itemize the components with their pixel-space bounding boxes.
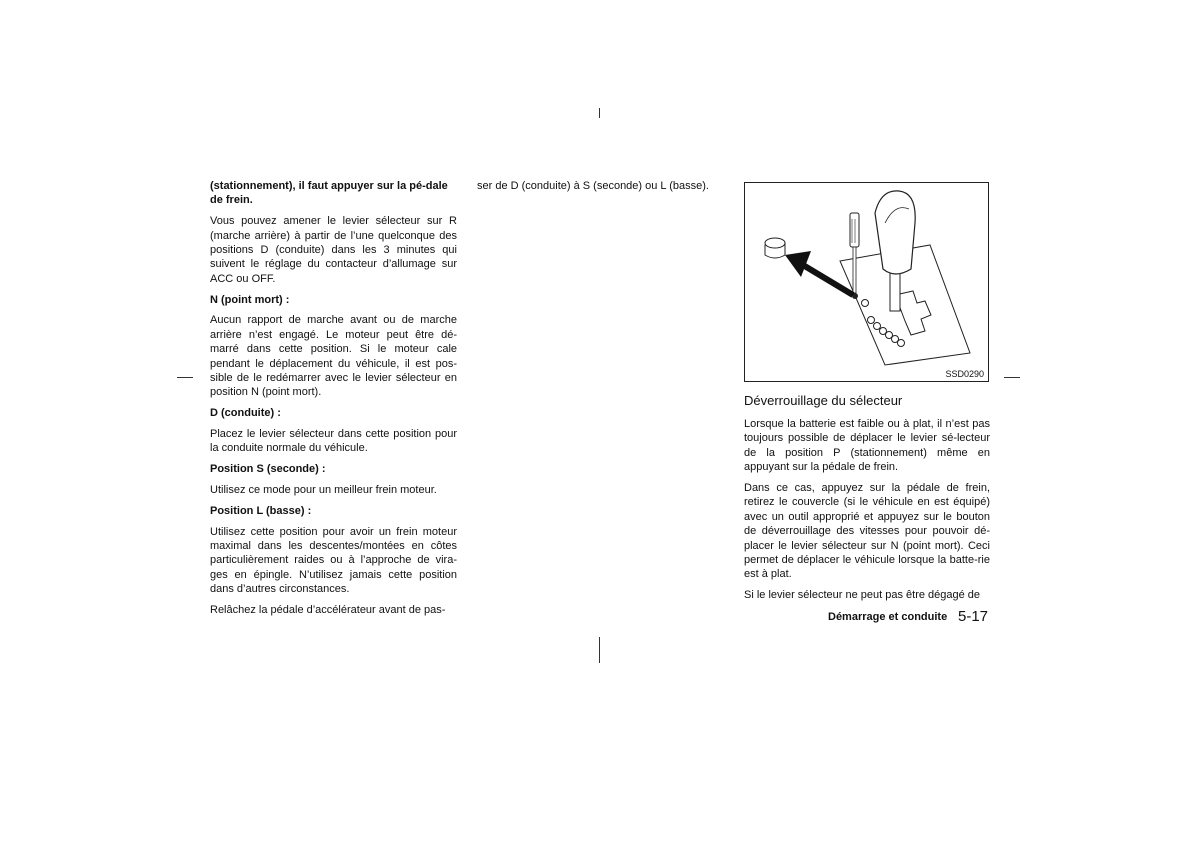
bottom-center-mark	[599, 637, 600, 663]
right-margin-mark	[1004, 377, 1020, 378]
heading-neutral: N (point mort) :	[210, 293, 290, 306]
shifter-illustration	[745, 183, 990, 383]
heading-drive: D (conduite) :	[210, 407, 281, 420]
shift-lock-figure	[744, 182, 989, 382]
paragraph-continuation: ser de D (conduite) à S (seconde) ou L (basse).	[477, 180, 709, 192]
paragraph-reverse: Vous pouvez amener le levier sélecteur sur R (marche arrière) à partir de l’une quelconque des positions D (conduite) dans les 3 minutes qui suivent le réglage du contacteur d’allumage sur ACC ou OFF.	[210, 215, 457, 285]
column-right	[744, 417, 990, 609]
left-margin-mark	[177, 377, 193, 378]
footer-section-label: Démarrage et conduite	[828, 611, 948, 623]
paragraph-low: Utilisez cette position pour avoir un frein moteur maximal dans les descentes/montées en côtes particulièrement raides ou à l’approche de vira-ges en épingle. N’utilisez jamais cette position dans d’autres circonstances.	[210, 525, 457, 596]
section-title-shift-lock-release: Déverrouillage du sélecteur	[744, 393, 903, 408]
paragraph-neutral: Aucun rapport de marche avant ou de marche arrière n’est engagé. Le moteur peut être dé-marré dans cette position. Si le moteur cale pendant le déplacement du véhicule, il est pos-sible de le redémarrer avec le levier sélecteur en position N (point mort).	[210, 314, 457, 399]
heading-second: Position S (seconde) :	[210, 463, 326, 476]
figure-code: SSD0290	[945, 369, 984, 379]
heading-parking: (stationnement), il faut appuyer sur la pé-dale de frein.	[210, 180, 448, 207]
paragraph-release-pedal: Relâchez la pédale d’accélérateur avant de pas-	[210, 604, 446, 617]
paragraph-if-not-released: Si le levier sélecteur ne peut pas être dégagé de	[744, 589, 981, 602]
top-center-mark	[599, 108, 600, 118]
paragraph-drive: Placez le levier sélecteur dans cette position pour la conduite normale du véhicule.	[210, 428, 457, 455]
heading-low: Position L (basse) :	[210, 504, 312, 517]
paragraph-battery-low: Lorsque la batterie est faible ou à plat, il n’est pas toujours possible de déplacer le levier sé-lecteur de la position P (stationnement) même en appuyant sur la pédale de frein.	[744, 418, 990, 474]
paragraph-release-procedure: Dans ce cas, appuyez sur la pédale de frein, retirez le couvercle (si le véhicule en est équipé) avec un outil approprié et appuyez sur le bouton de déverrouillage des vitesses pour pouvoir dé-placer le levier sélecteur sur N (point mort). Ceci permet de déplacer le véhicule lorsque la batte-rie est à plat.	[744, 482, 990, 581]
paragraph-second: Utilisez ce mode pour un meilleur frein moteur.	[210, 484, 437, 497]
page-number: 5-17	[958, 608, 989, 625]
column-middle	[477, 179, 727, 200]
column-left	[210, 179, 457, 624]
